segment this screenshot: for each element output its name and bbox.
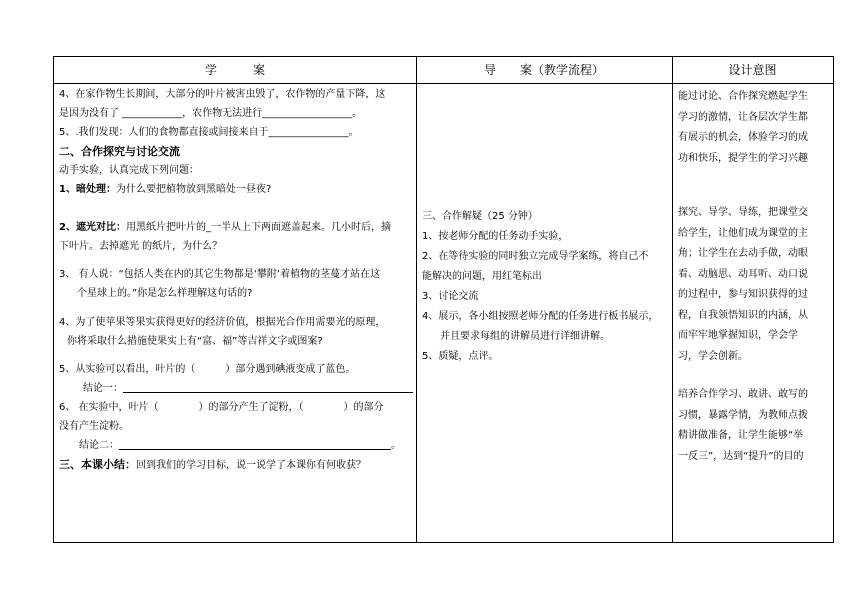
step4-line1: 4、为了使苹果等果实获得更好的经济价值，根据光合作用需要光的原理， [59, 317, 386, 328]
step1-label: 1、暗处理： [59, 184, 116, 195]
intent-para2: 探究、导学、导练，把课堂交给学生，让他们成为课堂的主角；让学生在去动手做，动眼看、动脑思、动耳听、动口说的过程中，参与知识获得的过程，自我领悟知识的内涵，从而牢牢地掌握知识，学会学习，学会创新。 [678, 207, 808, 362]
step6-line1: 6、 在实验中，叶片（ ）的部分产生了淀粉，（ ）的部分 [59, 402, 384, 413]
conclusion2-blank[interactable] [119, 437, 391, 450]
step2-line2: 下叶片。去掉遮光 的纸片，为什么？ [59, 241, 223, 252]
conclusion1-blank[interactable] [123, 380, 413, 393]
flow-item2-line2: 能解决的问题，用红笔标出 [422, 271, 542, 282]
header-divider [54, 83, 833, 84]
flow-item3: 3、讨论交流 [422, 291, 479, 302]
flow-item5: 5、质疑，点评。 [422, 351, 499, 362]
q4-line1: 4、在家作物生长期间，大部分的叶片被害虫毁了，农作物的产量下降，这 [59, 89, 386, 100]
section3-text: 回到我们的学习目标，说一说学了本课你有何收获？ [136, 460, 366, 471]
section2-title: 二、合作探究与讨论交流 [59, 145, 180, 158]
flow-item4-line1: 4、展示，各小组按照老师分配的任务进行板书展示， [422, 311, 659, 322]
q5: 5、.我们发现：人们的食物都直接或间接来自于________________。 [59, 127, 359, 138]
lesson-plan-table [53, 56, 834, 543]
flow-item4-line2: 并且要求每组的讲解员进行详细讲解。 [440, 331, 610, 342]
column-divider-2 [672, 57, 673, 542]
section3-title: 三、本课小结： [59, 458, 136, 471]
step6-line2: 没有产生淀粉。 [59, 421, 129, 432]
conclusion1-label: 结论一： [83, 383, 123, 394]
step3-line1: 3、 有人说：“包括人类在内的其它生物都是‘攀附’着植物的茎蔓才站在这 [59, 269, 381, 280]
header-teaching-flow: 导 案（教学流程） [483, 63, 604, 77]
step1-text: 为什么要把植物放到黑暗处一昼夜? [115, 184, 272, 195]
teaching-flow-content [422, 207, 668, 367]
step3-line2: 个星球上的。”你是怎么样理解这句话的? [77, 288, 253, 299]
column-divider-1 [416, 57, 417, 542]
study-plan-content [59, 85, 411, 475]
intent-para1: 能过讨论、合作探究燃起学生学习的激情，让各层次学生都有展示的机会，体验学习的成功和快乐，提学生的学习兴趣 [678, 91, 808, 164]
instruction: 动手实验，认真完成下列问题： [59, 165, 199, 176]
flow-item2-line1: 2、在等待实验的同时独立完成导学案练，将自己不 [422, 251, 649, 262]
conclusion2-end: 。 [391, 440, 401, 451]
step2-text: 用黑纸片把叶片的_一半从上下两面遮盖起来。几小时后，摘 [125, 222, 391, 233]
flow-title: 三、合作解疑（25 分钟） [422, 211, 538, 222]
intent-para3: 培养合作学习、敢讲、敢写的习惯，暴露学情，为教师点拨精讲做准备，让学生能够“举一反三”，达到“提升”的目的 [678, 389, 808, 462]
step2-label: 2、遮光对比： [59, 222, 126, 233]
conclusion1 [59, 379, 411, 398]
flow-item1: 1、按老师分配的任务动手实验， [422, 231, 569, 242]
conclusion2-label: 结论二： [79, 440, 119, 451]
step4-line2: 你将采取什么措施使果实上有“富、福”等吉祥文字或图案? [67, 336, 323, 347]
step5: 5、从实验可以看出，叶片的（ ）部分遇到碘液变成了蓝色。 [59, 364, 356, 375]
step1 [59, 180, 411, 199]
header-study-plan: 学 案 [204, 63, 265, 77]
q4-line2: 是因为没有了 ____________，农作物无法进行__________________。 [59, 108, 363, 119]
section3 [59, 455, 411, 475]
conclusion2 [59, 436, 411, 455]
step2-line1 [59, 218, 411, 237]
header-design-intent: 设计意图 [728, 63, 777, 77]
design-intent-content [678, 87, 808, 467]
